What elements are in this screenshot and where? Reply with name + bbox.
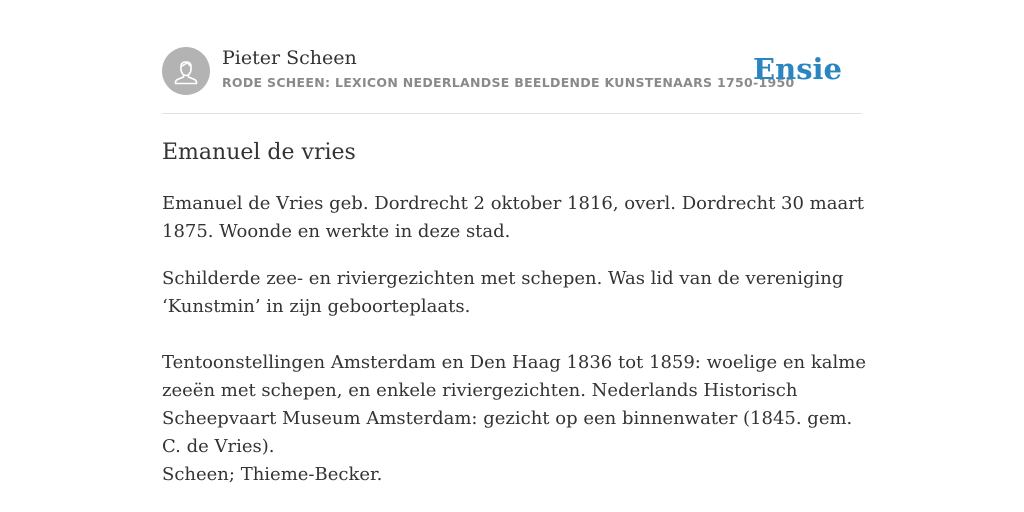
- ensie-logo[interactable]: Ensie: [753, 52, 842, 86]
- article-title: Emanuel de vries: [162, 140, 356, 165]
- article-paragraph: Emanuel de Vries geb. Dordrecht 2 oktober 1816, overl. Dordrecht 30 maart 1875. Woonde en werkte in deze stad.: [162, 193, 865, 242]
- article-paragraph: Schilderde zee- en riviergezichten met schepen. Was lid van de vereniging ‘Kunstmin’ in zijn geboorteplaats.: [162, 268, 844, 317]
- author-avatar[interactable]: [162, 47, 210, 95]
- article-paragraph: Scheen; Thieme-Becker.: [162, 464, 383, 485]
- user-icon: [162, 47, 210, 95]
- article-header: [162, 0, 862, 114]
- author-name[interactable]: Pieter Scheen: [222, 47, 357, 69]
- article-paragraph: Tentoonstellingen Amsterdam en Den Haag 1836 tot 1859: woelige en kalme zeeën met schepen, en enkele riviergezichten. Nederlands Historisch Scheepvaart Museum Amsterdam: gezicht op een binnenwater (1845. gem. C. de Vries).: [162, 352, 866, 457]
- article-container: [162, 0, 866, 485]
- source-title[interactable]: RODE SCHEEN: LEXICON NEDERLANDSE BEELDENDE KUNSTENAARS 1750-1950: [222, 75, 795, 90]
